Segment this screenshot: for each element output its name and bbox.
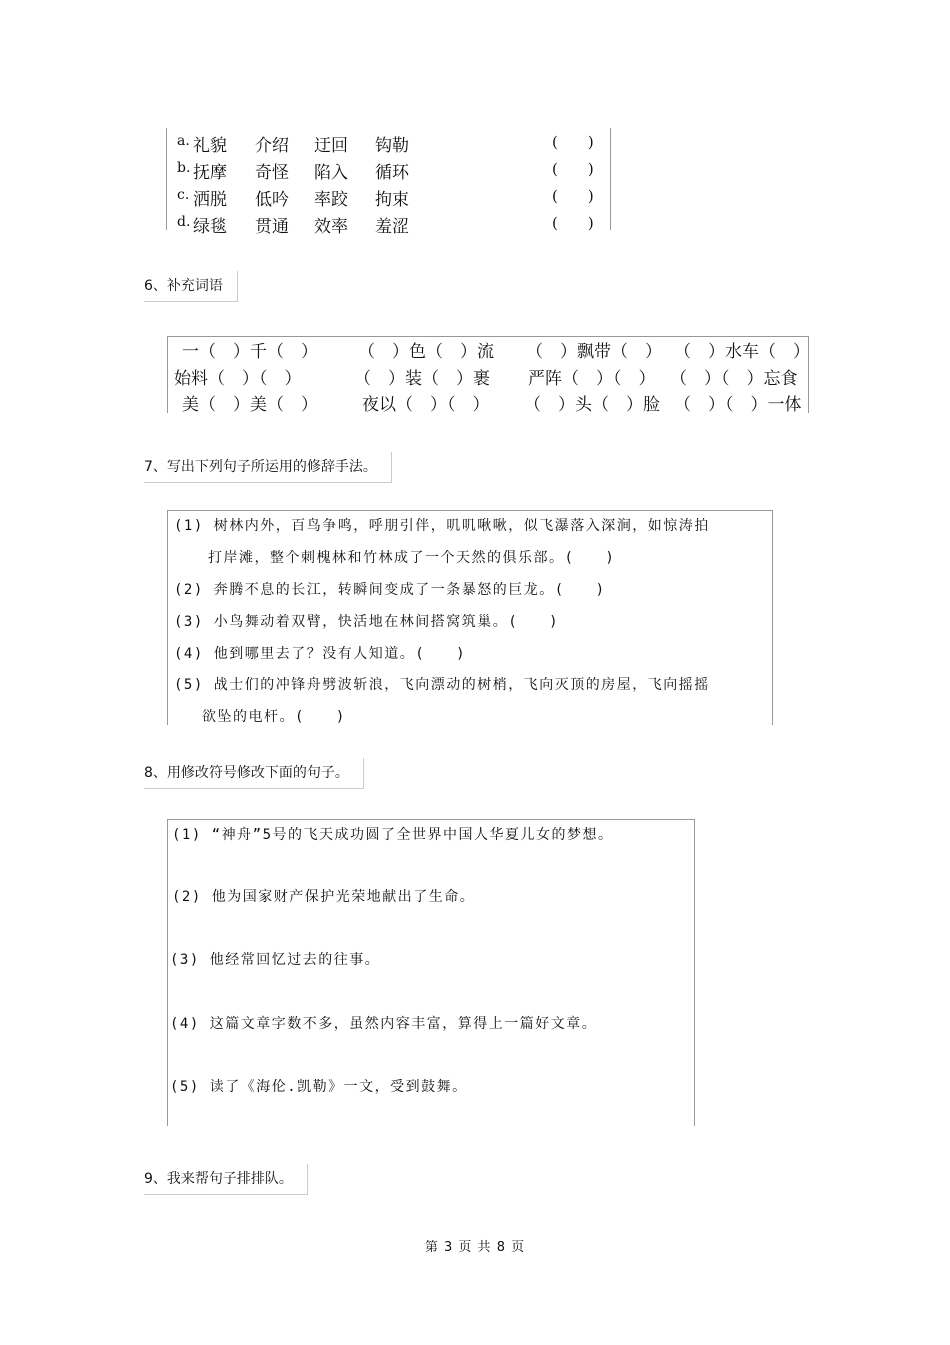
q7-sentence-1-cont: 打岸滩，整个刺槐林和竹林成了一个天然的俱乐部。( ): [208, 550, 616, 566]
q5-options-box: [166, 128, 611, 237]
word: 迂回: [314, 136, 348, 156]
word: 奇怪: [255, 163, 289, 183]
q8-sentence-3: (3) 他经常回忆过去的往事。: [170, 952, 381, 968]
fill-idiom[interactable]: 始料（ ）（ ）: [174, 369, 302, 389]
word: 介绍: [255, 136, 289, 156]
word: 钩勒: [375, 136, 409, 156]
word: 贯通: [255, 217, 289, 237]
word: 洒脱: [193, 190, 227, 210]
q9-title: 9、我来帮句子排排队。: [144, 1164, 308, 1195]
q7-sentence-2: (2) 奔腾不息的长江，转瞬间变成了一条暴怒的巨龙。( ): [174, 582, 606, 598]
q7-sentence-3: (3) 小鸟舞动着双臂，快活地在林间搭窝筑巢。( ): [174, 614, 560, 630]
q7-sentence-5: (5) 战士们的冲锋舟劈波斩浪，飞向漂动的树梢，飞向灭顶的房屋，飞向摇摇: [174, 677, 710, 693]
word: 礼貌: [193, 136, 227, 156]
q8-title: 8、用修改符号修改下面的句子。: [144, 758, 364, 789]
page-number: 第 3 页 共 8 页: [424, 1240, 526, 1255]
fill-idiom[interactable]: （ ）装（ ）裹: [354, 369, 490, 389]
fill-idiom[interactable]: 美（ ）美（ ）: [182, 395, 318, 415]
fill-idiom[interactable]: （ ）色（ ）流: [358, 342, 494, 362]
word: 绿毯: [193, 217, 227, 237]
q8-sentence-5: (5) 读了《海伦.凯勒》一文，受到鼓舞。: [170, 1079, 468, 1095]
fill-idiom[interactable]: （ ）飘带（ ）: [526, 342, 662, 362]
option-letter: c.: [177, 187, 190, 203]
q8-box: [167, 819, 695, 1126]
q6-box: [167, 336, 809, 413]
q8-sentence-1: (1) “神舟”5号的飞天成功圆了全世界中国人华夏儿女的梦想。: [172, 827, 614, 843]
q7-sentence-1: (1) 树林内外，百鸟争鸣，呼朋引伴，叽叽啾啾，似飞瀑落入深涧，如惊涛拍: [174, 518, 710, 534]
word: 陷入: [314, 163, 348, 183]
q7-sentence-4: (4) 他到哪里去了？没有人知道。( ): [174, 646, 467, 662]
q7-sentence-5-cont: 欲坠的电杆。( ): [202, 709, 346, 725]
fill-idiom[interactable]: （ ）头（ ）脸: [524, 395, 660, 415]
q8-sentence-2: (2) 他为国家财产保护光荣地献出了生命。: [172, 889, 476, 905]
option-letter: d.: [177, 214, 191, 230]
q8-sentence-4: (4) 这篇文章字数不多，虽然内容丰富，算得上一篇好文章。: [170, 1016, 598, 1032]
option-letter: a.: [177, 133, 190, 149]
word: 低吟: [255, 190, 289, 210]
q7-box: [167, 510, 773, 725]
answer-blank[interactable]: ( ): [552, 160, 594, 178]
word: 拘束: [375, 190, 409, 210]
word: 循环: [375, 163, 409, 183]
fill-idiom[interactable]: （ ）（ ）忘食: [670, 369, 798, 389]
q6-title: 6、补充词语: [144, 271, 238, 302]
fill-idiom[interactable]: 严阵（ ）（ ）: [528, 369, 656, 389]
word: 效率: [314, 217, 348, 237]
fill-idiom[interactable]: 一（ ）千（ ）: [182, 342, 318, 362]
fill-idiom[interactable]: （ ）水车（ ）: [674, 342, 810, 362]
word: 羞涩: [375, 217, 409, 237]
answer-blank[interactable]: ( ): [552, 214, 594, 232]
fill-idiom[interactable]: 夜以（ ）（ ）: [362, 395, 490, 415]
answer-blank[interactable]: ( ): [552, 187, 594, 205]
fill-idiom[interactable]: （ ）（ ）一体: [674, 395, 802, 415]
word: 抚摩: [193, 163, 227, 183]
option-letter: b.: [177, 160, 191, 176]
word: 率跤: [314, 190, 348, 210]
answer-blank[interactable]: ( ): [552, 133, 594, 151]
q7-title: 7、写出下列句子所运用的修辞手法。: [144, 452, 392, 483]
